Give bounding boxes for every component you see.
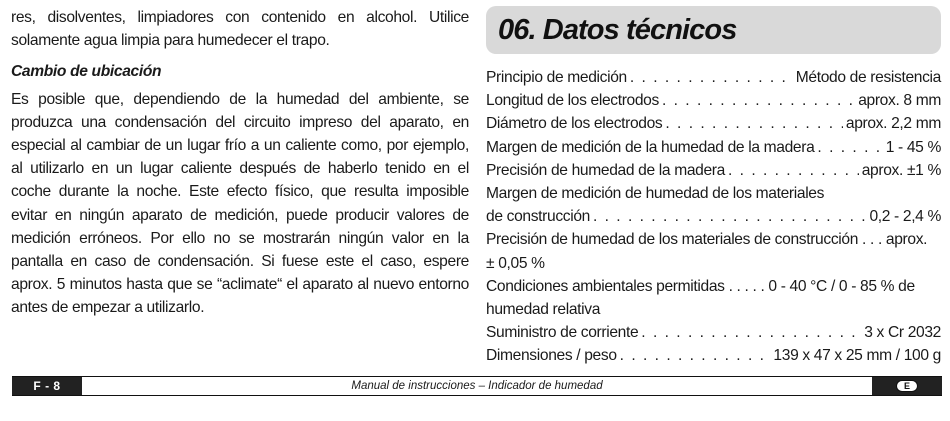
spec-row-electrode-diameter xyxy=(486,112,941,135)
spec-value: 0,2 - 2,4 % xyxy=(869,208,941,226)
dot-leader xyxy=(641,321,861,344)
subheading-change-location: Cambio de ubicación xyxy=(11,63,162,81)
dot-leader xyxy=(817,136,882,159)
section-title-text: 06. Datos técnicos xyxy=(498,13,737,46)
dot-leader xyxy=(665,112,842,135)
dot-leader xyxy=(593,205,866,228)
spec-value: 3 x Cr 2032 xyxy=(864,324,941,342)
spec-row-material-range xyxy=(486,205,941,228)
spec-label: de construcción xyxy=(486,208,590,226)
spec-value: 139 x 47 x 25 mm / 100 g xyxy=(773,347,941,365)
spec-list xyxy=(486,66,941,368)
page-number: F - 8 xyxy=(33,379,61,393)
spec-value: Método de resistencia xyxy=(795,69,941,86)
page-footer xyxy=(12,376,942,396)
spec-label: Margen de medición de la humedad de la madera xyxy=(486,138,815,156)
language-box xyxy=(872,377,942,395)
spec-label: Longitud de los electrodos xyxy=(486,92,659,110)
dot-leader xyxy=(728,159,859,182)
spec-row-wood-range xyxy=(486,136,941,159)
paragraph-condensation: Es posible que, dependiendo de la humedad del ambiente, se produzca una condensación del circuito impreso del aparato, en especial al cambiar de un lugar frío a un caliente como, por ejemplo, al utilizarlo en un lugar caliente después de haberlo tenido en el coche durante la noche. Este efecto físico, que resulta imposible evitar en ningún aparato de medición, puede producir valores de medición erróneos. Por ello no se mostrarán ningún valor en la pantalla en caso de condensación. Si fuese este el caso, espere aprox. 5 minutos hasta que se “aclimate“ el aparato al nuevo entorno antes de empezar a utilizarlo. xyxy=(11,90,469,317)
dot-leader xyxy=(630,66,793,89)
spec-label: Precisión de humedad de la madera xyxy=(486,161,725,179)
spec-value: aprox. 2,2 mm xyxy=(845,115,941,133)
spec-row-wood-precision xyxy=(486,159,941,182)
dot-leader xyxy=(662,89,855,112)
spec-value: aprox. 8 mm xyxy=(858,92,941,110)
section-title xyxy=(486,6,941,54)
language-badge: E xyxy=(896,380,918,392)
dot-leader xyxy=(620,344,771,367)
spec-row-power xyxy=(486,321,941,344)
spec-ambient-line1: Condiciones ambientales permitidas . . . . . 0 - 40 °C / 0 - 85 % de xyxy=(486,277,915,295)
footer-title: Manual de instrucciones – Indicador de humedad xyxy=(351,380,603,392)
spec-label: Principio de medición xyxy=(486,69,627,86)
spec-material-precision-line2: ± 0,05 % xyxy=(486,254,545,272)
spec-ambient-line2: humedad relativa xyxy=(486,301,601,319)
spec-material-range-line1: Margen de medición de humedad de los materiales xyxy=(486,185,825,203)
spec-label: Suministro de corriente xyxy=(486,324,639,342)
spec-label: Dimensiones / peso xyxy=(486,347,617,365)
page-number-box xyxy=(12,377,82,395)
spec-row-electrode-length xyxy=(486,89,941,112)
left-column xyxy=(11,6,469,320)
spec-value: 1 - 45 % xyxy=(885,138,941,156)
spec-row-principle xyxy=(486,66,941,89)
right-column xyxy=(486,6,941,368)
spec-label: Diámetro de los electrodos xyxy=(486,115,663,133)
spec-material-precision-line1: Precisión de humedad de los materiales de construcción . . . aprox. xyxy=(486,231,928,249)
spec-value: aprox. ±1 % xyxy=(861,161,941,179)
spec-row-dimensions xyxy=(486,344,941,367)
paragraph-top: res, disolventes, limpiadores con contenido en alcohol. Utilice solamente agua limpia para humedecer el trapo. xyxy=(11,9,469,50)
